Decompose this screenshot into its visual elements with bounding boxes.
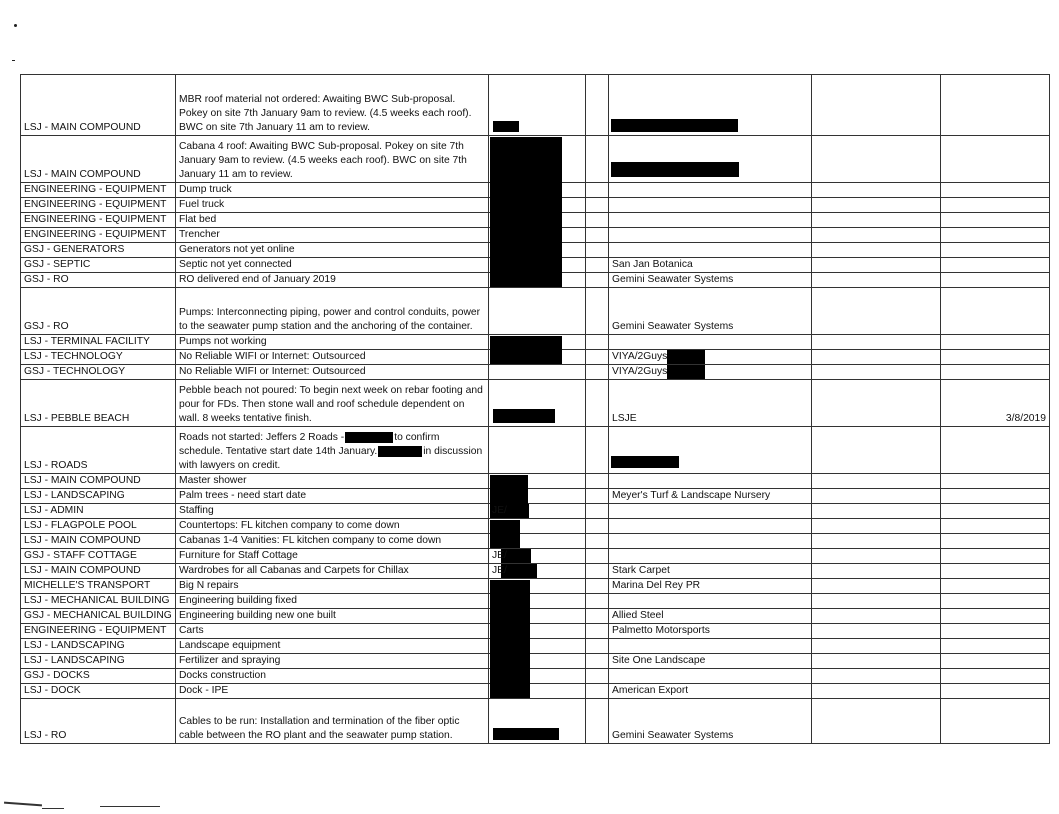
category-cell: LSJ - MAIN COMPOUND [21, 75, 176, 136]
vendor-name: Gemini Seawater Systems [612, 274, 734, 285]
scan-line [42, 808, 64, 809]
description-cell: Fertilizer and spraying [176, 654, 489, 669]
category-cell: GSJ - MECHANICAL BUILDING [21, 609, 176, 624]
category-cell: GSJ - RO [21, 288, 176, 335]
vendor-name: San Jan Botanica [612, 259, 693, 270]
table-row [21, 380, 1050, 427]
notes-cell [812, 258, 941, 273]
date-cell [941, 534, 1050, 549]
spacer-cell [586, 594, 609, 609]
redaction-block [493, 409, 555, 423]
notes-cell [812, 579, 941, 594]
notes-cell [812, 639, 941, 654]
vendor-cell [609, 489, 812, 504]
description-cell: Dock - IPE [176, 684, 489, 699]
spacer-cell [586, 699, 609, 744]
notes-cell [812, 504, 941, 519]
spacer-cell [586, 669, 609, 684]
description-cell: No Reliable WIFI or Internet: Outsourced [176, 350, 489, 365]
table-row [21, 654, 1050, 669]
category-cell: ENGINEERING - EQUIPMENT [21, 183, 176, 198]
vendor-name: Meyer's Turf & Landscape Nursery [612, 490, 771, 501]
owner-cell [489, 365, 586, 380]
table-row [21, 504, 1050, 519]
vendor-name: LSJE [612, 413, 637, 424]
spacer-cell [586, 427, 609, 474]
date-cell [941, 183, 1050, 198]
notes-cell [812, 564, 941, 579]
date-cell [941, 519, 1050, 534]
spacer-cell [586, 273, 609, 288]
spacer-cell [586, 365, 609, 380]
category-cell: ENGINEERING - EQUIPMENT [21, 228, 176, 243]
category-cell: LSJ - MECHANICAL BUILDING [21, 594, 176, 609]
notes-cell [812, 243, 941, 258]
notes-cell [812, 594, 941, 609]
vendor-cell [609, 273, 812, 288]
notes-cell [812, 183, 941, 198]
owner-cell [489, 288, 586, 335]
table-row [21, 609, 1050, 624]
category-cell: LSJ - ROADS [21, 427, 176, 474]
notes-cell [812, 654, 941, 669]
description-cell: Pumps: Interconnecting piping, power and control conduits, power to the seawater pump station and the anchoring of the container. [176, 288, 489, 335]
spacer-cell [586, 579, 609, 594]
table-row [21, 564, 1050, 579]
category-cell: LSJ - MAIN COMPOUND [21, 474, 176, 489]
vendor-cell [609, 534, 812, 549]
table-row [21, 669, 1050, 684]
date-cell [941, 609, 1050, 624]
notes-cell [812, 350, 941, 365]
vendor-cell [609, 228, 812, 243]
spacer-cell [586, 213, 609, 228]
description-cell: Trencher [176, 228, 489, 243]
table-row [21, 684, 1050, 699]
description-cell: Cabanas 1-4 Vanities: FL kitchen company to come down [176, 534, 489, 549]
redaction-block [611, 162, 739, 177]
owner-cell [489, 699, 586, 744]
vendor-cell [609, 549, 812, 564]
date-cell [941, 594, 1050, 609]
description-fragment: Roads not started: Jeffers 2 Roads - [179, 432, 345, 443]
vendor-cell [609, 183, 812, 198]
redaction-block [611, 119, 738, 132]
description-cell: Flat bed [176, 213, 489, 228]
notes-cell [812, 684, 941, 699]
spacer-cell [586, 609, 609, 624]
description-cell: Countertops: FL kitchen company to come down [176, 519, 489, 534]
description-cell: Landscape equipment [176, 639, 489, 654]
vendor-name: Site One Landscape [612, 655, 706, 666]
owner-cell [489, 549, 586, 564]
description-cell: MBR roof material not ordered: Awaiting BWC Sub-proposal. Pokey on site 7th January 9am to review. (4.5 weeks each roof). BWC on site 7th January 11 am to review. [176, 75, 489, 136]
owner-initials: JE/ [492, 565, 507, 576]
description-cell: Cables to be run: Installation and termination of the fiber optic cable between the RO plant and the seawater pump station. [176, 699, 489, 744]
date-cell [941, 75, 1050, 136]
date-cell [941, 639, 1050, 654]
category-cell: GSJ - TECHNOLOGY [21, 365, 176, 380]
owner-cell [489, 380, 586, 427]
category-cell: ENGINEERING - EQUIPMENT [21, 213, 176, 228]
redaction-block [493, 121, 519, 132]
owner-initials: JE/ [492, 505, 507, 516]
spacer-cell [586, 624, 609, 639]
owner-initials: JE/ [492, 550, 507, 561]
category-cell: LSJ - MAIN COMPOUND [21, 534, 176, 549]
table-row [21, 489, 1050, 504]
notes-cell [812, 549, 941, 564]
owner-cell [489, 564, 586, 579]
notes-cell [812, 136, 941, 183]
spacer-cell [586, 639, 609, 654]
description-cell: Cabana 4 roof: Awaiting BWC Sub-proposal. Pokey on site 7th January 9am to review. (4.5 weeks each roof). BWC on site 7th January 11 am to review. [176, 136, 489, 183]
spacer-cell [586, 534, 609, 549]
category-cell: GSJ - GENERATORS [21, 243, 176, 258]
table-row [21, 639, 1050, 654]
vendor-cell [609, 699, 812, 744]
description-cell: Generators not yet online [176, 243, 489, 258]
vendor-cell [609, 288, 812, 335]
date-cell [941, 136, 1050, 183]
category-cell: LSJ - TERMINAL FACILITY [21, 335, 176, 350]
notes-cell [812, 380, 941, 427]
category-cell: LSJ - DOCK [21, 684, 176, 699]
spacer-cell [586, 654, 609, 669]
spacer-cell [586, 198, 609, 213]
category-cell: ENGINEERING - EQUIPMENT [21, 624, 176, 639]
category-cell: GSJ - SEPTIC [21, 258, 176, 273]
category-cell: LSJ - LANDSCAPING [21, 654, 176, 669]
vendor-cell [609, 684, 812, 699]
notes-cell [812, 75, 941, 136]
category-cell: LSJ - LANDSCAPING [21, 489, 176, 504]
notes-cell [812, 198, 941, 213]
date-cell [941, 684, 1050, 699]
table-row [21, 579, 1050, 594]
description-fragment: to confirm schedule. Tentative start date 14th January. [179, 432, 440, 457]
scan-line [100, 806, 160, 807]
vendor-name: American Export [612, 685, 689, 696]
spacer-cell [586, 350, 609, 365]
category-cell: LSJ - MAIN COMPOUND [21, 136, 176, 183]
vendor-name: Allied Steel [612, 610, 664, 621]
date-cell [941, 624, 1050, 639]
date-cell [941, 504, 1050, 519]
spacer-cell [586, 136, 609, 183]
spacer-cell [586, 288, 609, 335]
category-cell: LSJ - TECHNOLOGY [21, 350, 176, 365]
spacer-cell [586, 75, 609, 136]
date-cell [941, 669, 1050, 684]
table-row [21, 549, 1050, 564]
description-cell: Palm trees - need start date [176, 489, 489, 504]
date-cell [941, 243, 1050, 258]
spacer-cell [586, 258, 609, 273]
scan-line [4, 802, 42, 807]
description-cell: Big N repairs [176, 579, 489, 594]
redaction-block [490, 520, 520, 548]
vendor-name: Gemini Seawater Systems [612, 730, 734, 741]
vendor-cell [609, 380, 812, 427]
vendor-cell [609, 609, 812, 624]
date-cell [941, 258, 1050, 273]
scan-speck [14, 24, 17, 27]
notes-cell [812, 519, 941, 534]
vendor-cell [609, 639, 812, 654]
owner-cell [489, 427, 586, 474]
description-cell [176, 427, 489, 474]
date-cell [941, 288, 1050, 335]
scan-speck [12, 60, 15, 61]
table-row [21, 427, 1050, 474]
notes-cell [812, 335, 941, 350]
notes-cell [812, 474, 941, 489]
date-cell [941, 549, 1050, 564]
vendor-cell [609, 258, 812, 273]
redaction-block [667, 365, 705, 379]
date-cell [941, 273, 1050, 288]
vendor-cell [609, 474, 812, 489]
description-cell: Staffing [176, 504, 489, 519]
spacer-cell [586, 474, 609, 489]
date-cell [941, 564, 1050, 579]
vendor-cell [609, 75, 812, 136]
date-cell [941, 654, 1050, 669]
notes-cell [812, 699, 941, 744]
category-cell: GSJ - RO [21, 273, 176, 288]
notes-cell [812, 669, 941, 684]
date-cell [941, 699, 1050, 744]
description-cell: Septic not yet connected [176, 258, 489, 273]
vendor-cell [609, 350, 812, 365]
table-row [21, 699, 1050, 744]
vendor-cell [609, 519, 812, 534]
date-cell [941, 350, 1050, 365]
table-row [21, 519, 1050, 534]
table-row [21, 365, 1050, 380]
date-cell [941, 228, 1050, 243]
notes-cell [812, 365, 941, 380]
category-cell: LSJ - RO [21, 699, 176, 744]
spacer-cell [586, 564, 609, 579]
table-row [21, 474, 1050, 489]
description-cell: Engineering building fixed [176, 594, 489, 609]
vendor-name: Stark Carpet [612, 565, 670, 576]
notes-cell [812, 489, 941, 504]
notes-cell [812, 534, 941, 549]
description-cell: Fuel truck [176, 198, 489, 213]
redaction-block [378, 446, 422, 457]
category-cell: LSJ - MAIN COMPOUND [21, 564, 176, 579]
category-cell: ENGINEERING - EQUIPMENT [21, 198, 176, 213]
vendor-cell [609, 335, 812, 350]
vendor-cell [609, 365, 812, 380]
description-cell: Furniture for Staff Cottage [176, 549, 489, 564]
spacer-cell [586, 183, 609, 198]
redaction-block [345, 432, 393, 443]
spacer-cell [586, 519, 609, 534]
table-row [21, 534, 1050, 549]
vendor-cell [609, 579, 812, 594]
date-cell [941, 427, 1050, 474]
description-cell: Pebble beach not poured: To begin next week on rebar footing and pour for FDs. Then stone wall and roof schedule dependent on wall. 8 weeks tentative finish. [176, 380, 489, 427]
spacer-cell [586, 504, 609, 519]
vendor-name: VIYA/2Guys [612, 351, 668, 362]
category-cell: GSJ - STAFF COTTAGE [21, 549, 176, 564]
description-cell: Wardrobes for all Cabanas and Carpets for Chillax [176, 564, 489, 579]
table-row [21, 594, 1050, 609]
spacer-cell [586, 228, 609, 243]
description-cell: Master shower [176, 474, 489, 489]
vendor-name: VIYA/2Guys [612, 366, 668, 377]
notes-cell [812, 624, 941, 639]
table-row [21, 624, 1050, 639]
category-cell: GSJ - DOCKS [21, 669, 176, 684]
vendor-cell [609, 427, 812, 474]
redaction-block [490, 137, 562, 287]
vendor-cell [609, 594, 812, 609]
notes-cell [812, 609, 941, 624]
vendor-cell [609, 669, 812, 684]
description-cell: No Reliable WIFI or Internet: Outsourced [176, 365, 489, 380]
date-cell [941, 335, 1050, 350]
description-cell: Pumps not working [176, 335, 489, 350]
category-cell: LSJ - ADMIN [21, 504, 176, 519]
description-fragment: in discussion with lawyers on credit. [179, 446, 483, 471]
spacer-cell [586, 380, 609, 427]
date-cell [941, 213, 1050, 228]
vendor-cell [609, 198, 812, 213]
spacer-cell [586, 684, 609, 699]
description-cell: Dump truck [176, 183, 489, 198]
table-row [21, 75, 1050, 136]
notes-cell [812, 288, 941, 335]
category-cell: MICHELLE'S TRANSPORT [21, 579, 176, 594]
description-cell: Docks construction [176, 669, 489, 684]
vendor-cell [609, 624, 812, 639]
category-cell: LSJ - LANDSCAPING [21, 639, 176, 654]
spacer-cell [586, 549, 609, 564]
vendor-name: Marina Del Rey PR [612, 580, 701, 591]
vendor-cell [609, 654, 812, 669]
notes-cell [812, 427, 941, 474]
notes-cell [812, 213, 941, 228]
vendor-cell [609, 564, 812, 579]
description-cell: Engineering building new one built [176, 609, 489, 624]
table-row [21, 288, 1050, 335]
vendor-cell [609, 136, 812, 183]
date-cell [941, 474, 1050, 489]
date-cell [941, 579, 1050, 594]
spacer-cell [586, 243, 609, 258]
redaction-block [490, 336, 562, 364]
owner-cell [489, 75, 586, 136]
category-cell: LSJ - PEBBLE BEACH [21, 380, 176, 427]
vendor-name: Gemini Seawater Systems [612, 321, 734, 332]
spacer-cell [586, 335, 609, 350]
vendor-cell [609, 213, 812, 228]
vendor-name: Palmetto Motorsports [612, 625, 710, 636]
redaction-block [490, 580, 530, 698]
description-cell: RO delivered end of January 2019 [176, 273, 489, 288]
spacer-cell [586, 489, 609, 504]
vendor-cell [609, 243, 812, 258]
notes-cell [812, 228, 941, 243]
notes-cell [812, 273, 941, 288]
redaction-block [611, 456, 679, 468]
vendor-cell [609, 504, 812, 519]
date-cell: 3/8/2019 [941, 380, 1050, 427]
category-cell: LSJ - FLAGPOLE POOL [21, 519, 176, 534]
redaction-block [493, 728, 559, 740]
redaction-block [667, 350, 705, 364]
date-cell [941, 365, 1050, 380]
date-cell [941, 198, 1050, 213]
date-cell [941, 489, 1050, 504]
description-cell: Carts [176, 624, 489, 639]
